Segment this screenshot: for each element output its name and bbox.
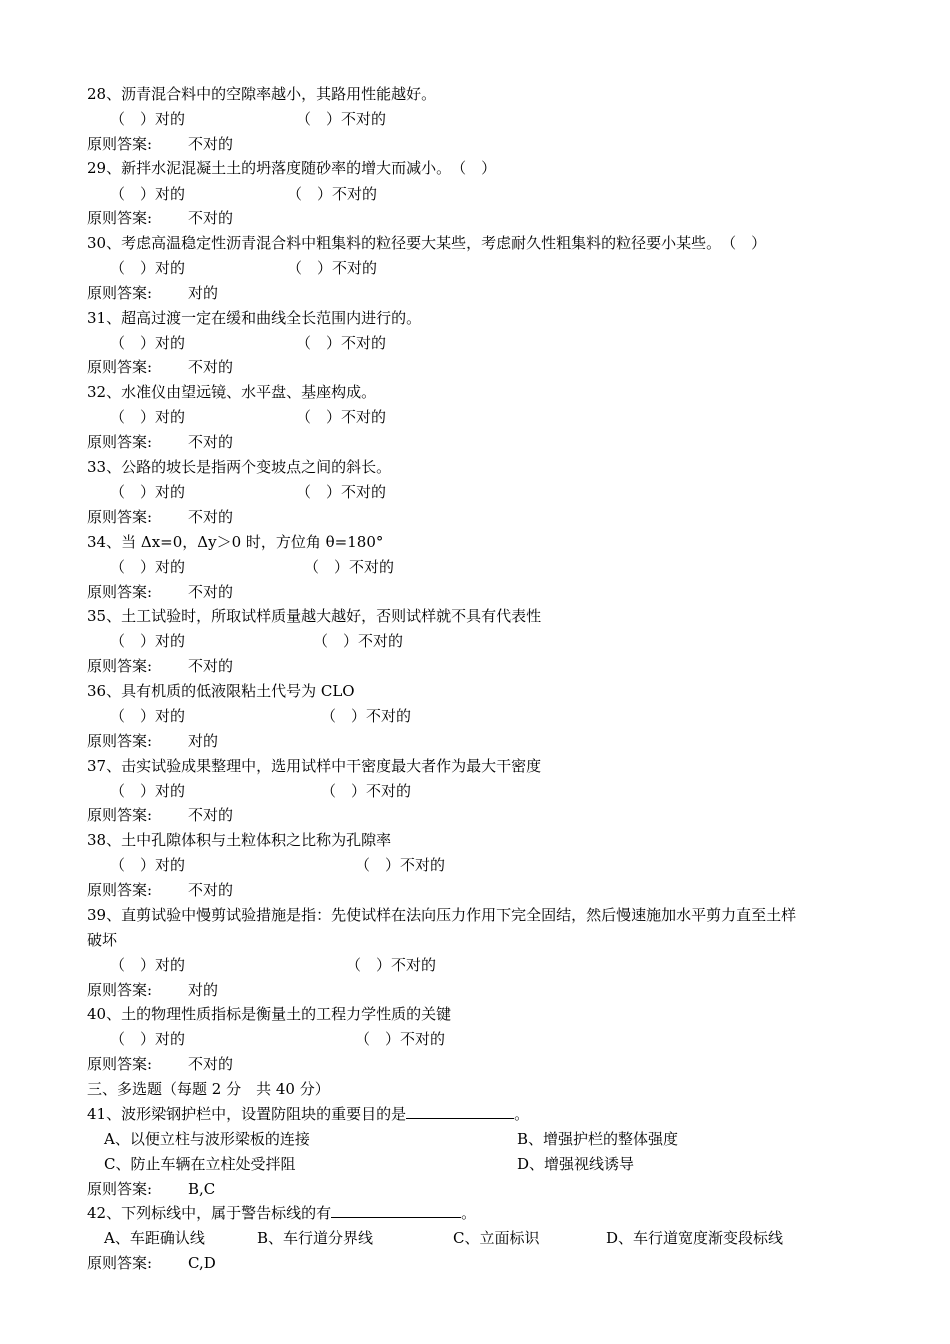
answer-label: 原则答案: <box>87 135 153 153</box>
answer-label: 原则答案: <box>87 806 153 824</box>
answer-label: 原则答案: <box>87 583 153 601</box>
option-b: B、增强护栏的整体强度 <box>517 1130 679 1148</box>
option-false: （ ）不对的 <box>313 632 404 650</box>
option-c: C、立面标识 <box>453 1229 540 1247</box>
answer-value: 对的 <box>188 981 219 999</box>
answer-label: 原则答案: <box>87 358 153 376</box>
answer-label: 原则答案: <box>87 433 153 451</box>
option-false: （ ）不对的 <box>296 483 387 501</box>
option-true: （ ）对的 <box>110 707 186 725</box>
option-d: D、车行道宽度渐变段标线 <box>606 1229 784 1247</box>
answer-value: 不对的 <box>188 508 234 526</box>
option-false: （ ）不对的 <box>287 185 378 203</box>
question-42-end: 。 <box>461 1204 477 1222</box>
answer-label: 原则答案: <box>87 508 153 526</box>
option-true: （ ）对的 <box>110 185 186 203</box>
question-33: 33、公路的坡长是指两个变坡点之间的斜长。 <box>87 458 392 476</box>
answer-blank <box>406 1104 514 1119</box>
question-37: 37、击实试验成果整理中，选用试样中干密度最大者作为最大干密度 <box>87 757 542 775</box>
question-42-text: 42、下列标线中，属于警告标线的有 <box>87 1204 332 1222</box>
option-b: B、车行道分界线 <box>257 1229 374 1247</box>
question-39: 39、直剪试验中慢剪试验措施是指：先使试样在法向压力作用下完全固结，然后慢速施加水平剪力直至土样 <box>87 906 797 924</box>
question-36: 36、具有机质的低液限粘土代号为 CLO <box>87 682 355 700</box>
question-31: 31、超高过渡一定在缓和曲线全长范围内进行的。 <box>87 309 422 327</box>
option-false: （ ）不对的 <box>355 856 446 874</box>
answer-value: 不对的 <box>188 657 234 675</box>
question-42 <box>87 1203 476 1223</box>
answer-value: 不对的 <box>188 135 234 153</box>
answer-value: 不对的 <box>188 583 234 601</box>
option-false: （ ）不对的 <box>321 782 412 800</box>
question-29: 29、新拌水泥混凝土土的坍落度随砂率的增大而减小。 （ ） <box>87 159 497 177</box>
answer-value: 不对的 <box>188 209 234 227</box>
answer-value: C,D <box>188 1254 216 1272</box>
answer-blank <box>331 1203 461 1218</box>
option-a: A、车距确认线 <box>104 1229 205 1247</box>
option-true: （ ）对的 <box>110 782 186 800</box>
question-32: 32、水准仪由望远镜、水平盘、基座构成。 <box>87 383 377 401</box>
option-false: （ ）不对的 <box>304 558 395 576</box>
option-false: （ ）不对的 <box>296 334 387 352</box>
option-true: （ ）对的 <box>110 408 186 426</box>
question-35: 35、土工试验时，所取试样质量越大越好，否则试样就不具有代表性 <box>87 607 542 625</box>
answer-value: 不对的 <box>188 1055 234 1073</box>
section-title: 三、多选题（每题 2 分 共 40 分） <box>87 1080 330 1098</box>
option-false: （ ）不对的 <box>287 259 378 277</box>
answer-label: 原则答案: <box>87 981 153 999</box>
option-false: （ ）不对的 <box>346 956 437 974</box>
answer-value: 不对的 <box>188 881 234 899</box>
question-34: 34、当 Δx=0，Δy＞0 时，方位角 θ=180° <box>87 533 384 551</box>
answer-label: 原则答案: <box>87 732 153 750</box>
answer-value: 对的 <box>188 284 219 302</box>
option-true: （ ）对的 <box>110 334 186 352</box>
question-41 <box>87 1104 529 1124</box>
option-false: （ ）不对的 <box>296 110 387 128</box>
question-41-end: 。 <box>514 1105 530 1123</box>
answer-label: 原则答案: <box>87 1254 153 1272</box>
option-true: （ ）对的 <box>110 856 186 874</box>
option-true: （ ）对的 <box>110 259 186 277</box>
answer-value: 不对的 <box>188 358 234 376</box>
option-true: （ ）对的 <box>110 1030 186 1048</box>
option-false: （ ）不对的 <box>296 408 387 426</box>
answer-value: 对的 <box>188 732 219 750</box>
option-true: （ ）对的 <box>110 956 186 974</box>
option-true: （ ）对的 <box>110 483 186 501</box>
answer-label: 原则答案: <box>87 657 153 675</box>
answer-value: 不对的 <box>188 806 234 824</box>
option-true: （ ）对的 <box>110 632 186 650</box>
answer-label: 原则答案: <box>87 284 153 302</box>
question-30: 30、考虑高温稳定性沥青混合料中粗集料的粒径要大某些，考虑耐久性粗集料的粒径要小某些。 （ ） <box>87 234 767 252</box>
question-41-text: 41、波形梁钢护栏中，设置防阻块的重要目的是 <box>87 1105 407 1123</box>
answer-label: 原则答案: <box>87 881 153 899</box>
option-true: （ ）对的 <box>110 558 186 576</box>
option-false: （ ）不对的 <box>355 1030 446 1048</box>
question-38: 38、土中孔隙体积与土粒体积之比称为孔隙率 <box>87 831 392 849</box>
answer-value: B,C <box>188 1180 216 1198</box>
question-28: 28、沥青混合料中的空隙率越小，其路用性能越好。 <box>87 85 437 103</box>
answer-label: 原则答案: <box>87 1180 153 1198</box>
question-40: 40、土的物理性质指标是衡量土的工程力学性质的关键 <box>87 1005 452 1023</box>
option-c: C、防止车辆在立柱处受拌阻 <box>104 1155 296 1173</box>
option-false: （ ）不对的 <box>321 707 412 725</box>
option-a: A、以便立柱与波形梁板的连接 <box>104 1130 310 1148</box>
answer-label: 原则答案: <box>87 1055 153 1073</box>
question-39-continued: 破坏 <box>87 931 118 949</box>
option-d: D、增强视线诱导 <box>517 1155 635 1173</box>
answer-label: 原则答案: <box>87 209 153 227</box>
option-true: （ ）对的 <box>110 110 186 128</box>
answer-value: 不对的 <box>188 433 234 451</box>
